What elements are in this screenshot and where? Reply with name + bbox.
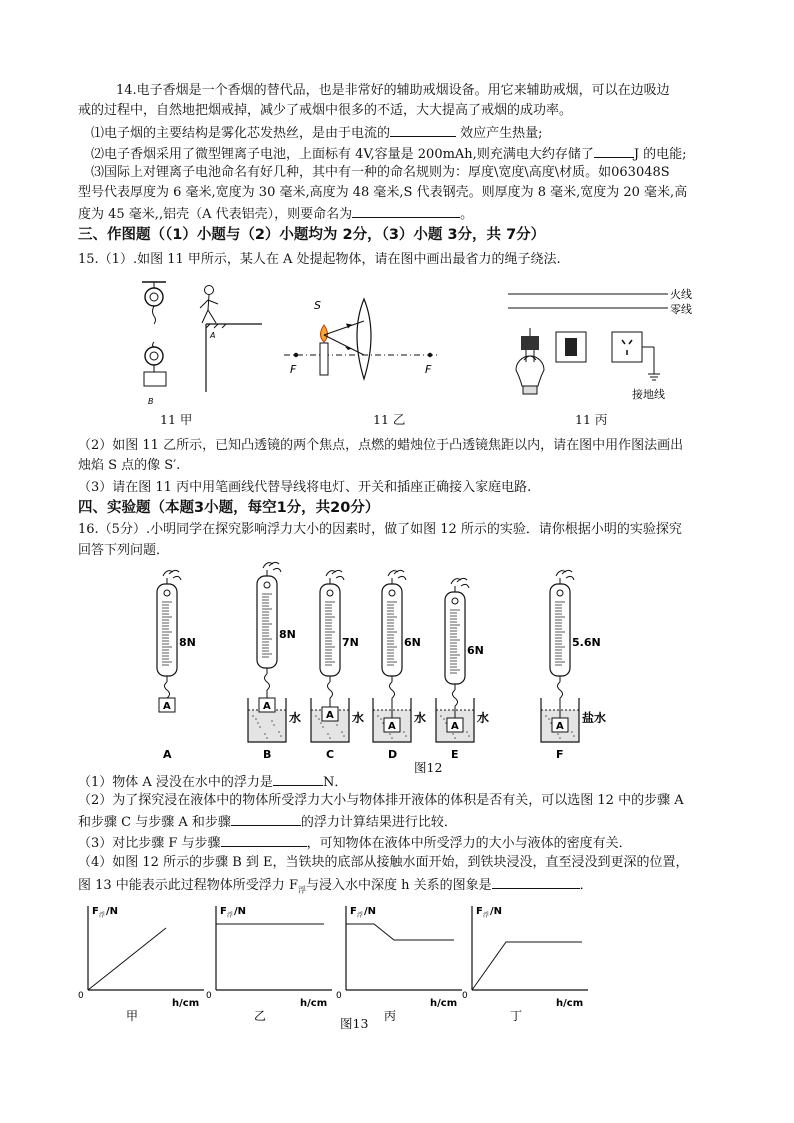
q16-part2-line2: 和步骤 C 与步骤 A 和步骤 的浮力计算结果进行比较． [78, 812, 457, 832]
q14-intro-line1: 14.电子香烟是一个香烟的替代品，也是非常好的辅助戒烟设备。用它来辅助戒烟，可以在边吸边 [116, 83, 670, 98]
liquid-label: 盐水 [582, 711, 607, 725]
scale-reading: 5.6N [572, 636, 601, 649]
q16-part2-line1: （2）为了探究浸在液体中的物体所受浮力大小与物体排开液体的体积是否有关，可以选图 12 中的步骤 A [78, 793, 684, 808]
fig13-caption: 图13 [340, 1016, 369, 1031]
graph-origin: 0 [462, 991, 468, 1001]
fig12-step-B [248, 562, 301, 761]
graph-name: 甲 [126, 1009, 139, 1023]
q14-part3-line3: 度为 45 毫米,,铝壳（A 代表铝壳），则要命名为 。 [78, 204, 473, 224]
fig11-pulley-diagram [138, 280, 278, 410]
block-label: A [163, 701, 171, 712]
liquid-label: 水 [289, 711, 302, 725]
graph-xlabel: h/cm [172, 998, 200, 1009]
graph-ylabel-sub: 浮 [357, 912, 364, 919]
ground-wire-label: 接地线 [632, 388, 665, 401]
answer-blank[interactable] [492, 875, 580, 889]
answer-blank[interactable] [231, 812, 301, 826]
graph-xlabel: h/cm [300, 998, 328, 1009]
section-4-title: 四、实验题（本题3小题，每空1分，共20分） [78, 500, 380, 516]
fig11-circuit-diagram [508, 288, 698, 408]
graph-ylabel-sub: 浮 [483, 912, 490, 919]
graph-ylabel: F [92, 906, 99, 917]
scale-reading: 8N [179, 636, 196, 649]
live-wire-label: 火线 [670, 288, 692, 301]
fig12-caption: 图12 [414, 760, 443, 775]
label-B: B [148, 397, 154, 406]
fig13-graphs [74, 900, 594, 1030]
graph-ylabel-unit: /N [234, 906, 247, 917]
q16-intro-line2: 回答下列问题． [78, 543, 170, 558]
focus-right-label: F [425, 363, 432, 376]
graph-origin: 0 [78, 991, 84, 1001]
label-S: S [314, 299, 321, 312]
scale-reading: 8N [279, 628, 296, 641]
answer-blank[interactable] [273, 772, 323, 786]
scale-reading: 7N [342, 636, 359, 649]
fig12-step-E [436, 578, 489, 761]
q15-part2-line2: 烛焰 S 点的像 S′. [78, 458, 181, 473]
liquid-label: 水 [477, 711, 490, 725]
neutral-wire-label: 零线 [670, 303, 692, 316]
graph-name: 乙 [254, 1009, 267, 1023]
q14-part3-line1: ⑶国际上对锂离子电池命名有好几种，其中有一种的命名规则为：厚度\宽度\高度\材质。如063048S [91, 165, 670, 180]
graph-ylabel-sub: 浮 [227, 912, 234, 919]
graph-xlabel: h/cm [556, 998, 584, 1009]
answer-blank[interactable] [390, 123, 456, 137]
section-3-title: 三、作图题（（1）小题与（2）小题均为 2分，（3）小题 3分，共 7分） [78, 227, 546, 243]
step-letter: B [263, 748, 272, 761]
step-letter: D [388, 748, 398, 761]
graph-name: 丙 [384, 1009, 397, 1023]
fig12-step-D [373, 570, 426, 761]
fig12-step-C [311, 570, 364, 761]
fig11-lens-diagram [282, 293, 442, 383]
fig13-graph-甲 [78, 906, 204, 1023]
answer-blank[interactable] [221, 833, 307, 847]
step-letter: E [451, 748, 459, 761]
q16-intro-line1: 16.（5分）.小明同学在探究影响浮力大小的因素时，做了如图 12 所示的实验．请你根据小明的实验探究 [78, 522, 682, 537]
q14-intro-line2: 戒的过程中，自然地把烟戒掉，减少了戒烟中很多的不适，大大提高了戒烟的成功率。 [78, 103, 573, 118]
q14-part2: ⑵电子香烟采用了微型锂离子电池，上面标有 4V,容量是 200mAh,则充满电大约存储了 J 的电能; [91, 144, 687, 164]
block-label: A [388, 721, 396, 732]
answer-blank[interactable] [352, 204, 460, 218]
fig12-step-A [157, 570, 196, 761]
block-label: A [451, 721, 459, 732]
block-label: A [556, 721, 564, 732]
q15-part2-line1: （2）如图 11 乙所示，已知凸透镜的两个焦点，点燃的蜡烛位于凸透镜焦距以内，请在图中用作图法画出 [78, 438, 684, 453]
graph-ylabel: F [350, 906, 357, 917]
fig13-graph-乙 [206, 906, 332, 1023]
focus-left-label: F [290, 363, 297, 376]
block-label: A [326, 710, 334, 721]
graph-ylabel-unit: /N [106, 906, 119, 917]
q16-part4-line1: （4）如图 12 所示的步骤 B 到 E，当铁块的底部从接触水面开始，到铁块浸没，直至浸没到更深的位置， [78, 855, 689, 870]
label-A: A [210, 331, 216, 340]
fig13-graph-丁 [462, 906, 588, 1023]
fig11-caption-c: 11 丙 [575, 412, 608, 427]
fig13-graph-丙 [336, 906, 462, 1023]
step-letter: F [556, 748, 564, 761]
fig12-step-F [541, 570, 606, 761]
scale-reading: 6N [404, 636, 421, 649]
graph-xlabel: h/cm [430, 998, 458, 1009]
fig11-caption-b: 11 乙 [373, 412, 406, 427]
graph-ylabel: F [476, 906, 483, 917]
q16-part4-line2: 图 13 中能表示此过程物体所受浮力 $F_浮$与浸入水中深度 h 关系的图象是 ． [78, 875, 593, 900]
graph-origin: 0 [206, 991, 212, 1001]
liquid-label: 水 [414, 711, 427, 725]
graph-ylabel-unit: /N [490, 906, 503, 917]
graph-ylabel-sub: 浮 [99, 912, 106, 919]
q15-part1: 15.（1）.如图 11 甲所示，某人在 A 处提起物体，请在图中画出最省力的绳子绕法. [78, 252, 561, 267]
step-letter: A [163, 748, 172, 761]
q15-part3: （3）请在图 11 丙中用笔画线代替导线将电灯、开关和插座正确接入家庭电路. [78, 480, 532, 495]
fig11-caption-a: 11 甲 [160, 412, 193, 427]
liquid-label: 水 [352, 711, 365, 725]
q14-part3-line2: 型号代表厚度为 6 毫米,宽度为 30 毫米,高度为 48 毫米,S 代表钢壳。则厚度为 8 毫米,宽度为 20 毫米,高 [78, 185, 688, 200]
graph-name: 丁 [510, 1009, 523, 1023]
step-letter: C [326, 748, 335, 761]
scale-reading: 6N [467, 644, 484, 657]
answer-blank[interactable] [594, 144, 634, 158]
q14-part1: ⑴电子烟的主要结构是雾化芯发热丝，是由于电流的 效应产生热量; [91, 123, 543, 143]
q16-part1: （1）物体 A 浸没在水中的浮力是 N． [78, 772, 347, 792]
q16-part3: （3）对比步骤 F 与步骤 ，可知物体在液体中所受浮力的大小与液体的密度有关． [78, 833, 632, 853]
graph-ylabel: F [220, 906, 227, 917]
graph-origin: 0 [336, 991, 342, 1001]
block-label: A [263, 701, 271, 712]
graph-ylabel-unit: /N [364, 906, 377, 917]
